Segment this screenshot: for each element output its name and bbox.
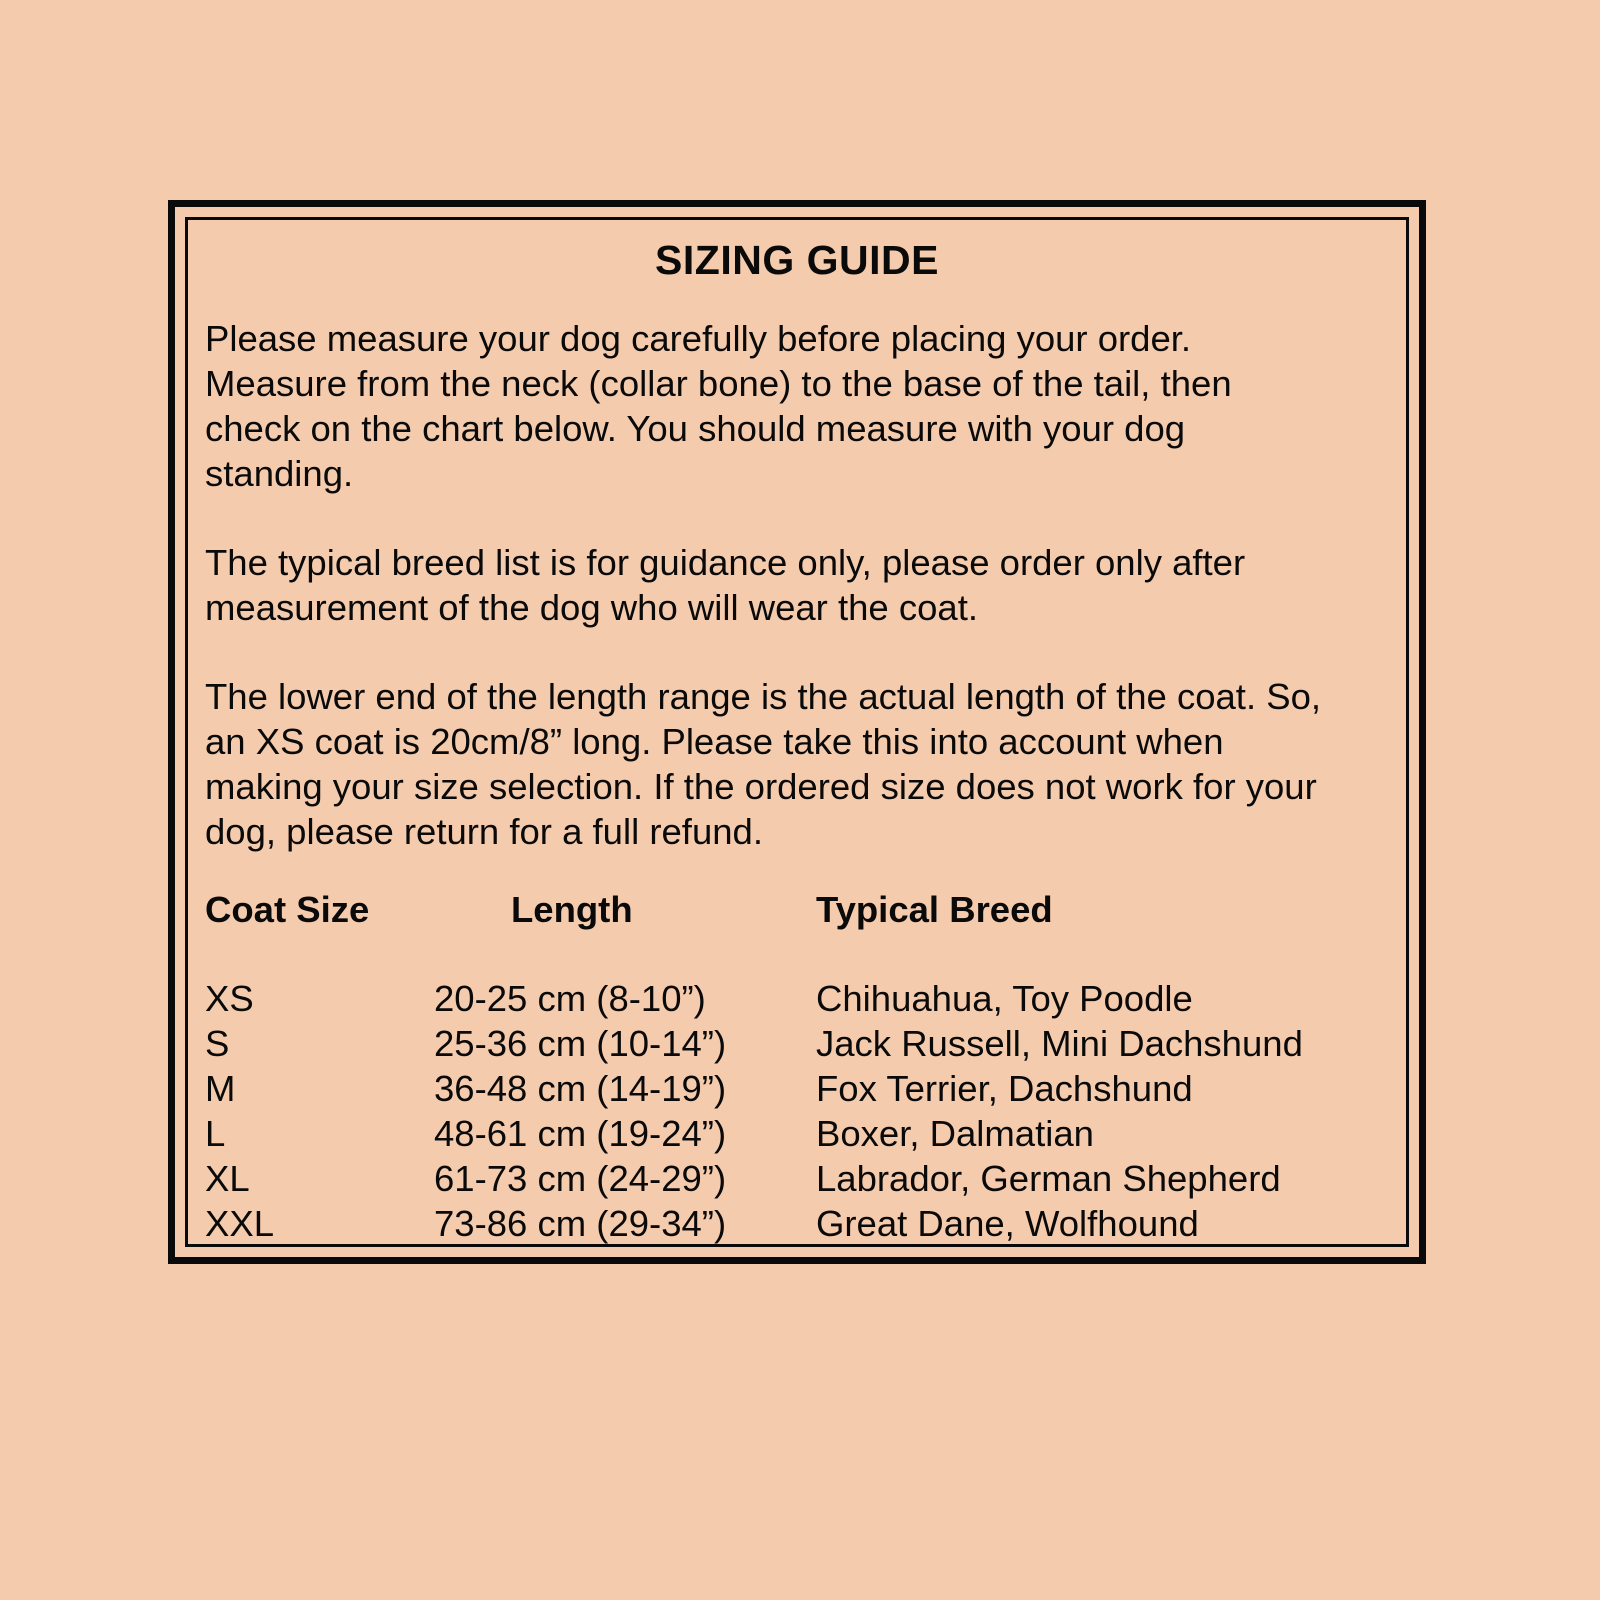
cell-length: 20-25 cm (8-10”) [434, 978, 706, 1019]
table-row [188, 1021, 1406, 1066]
cell-length: 61-73 cm (24-29”) [434, 1158, 727, 1199]
header-coat-size: Coat Size [205, 889, 370, 930]
table-row [188, 1066, 1406, 1111]
cell-coat-size: XL [205, 1158, 250, 1199]
cell-length: 73-86 cm (29-34”) [434, 1203, 727, 1244]
cell-typical-breed: Boxer, Dalmatian [816, 1113, 1094, 1154]
cell-typical-breed: Jack Russell, Mini Dachshund [816, 1023, 1303, 1064]
cell-length: 36-48 cm (14-19”) [434, 1068, 727, 1109]
cell-typical-breed: Labrador, German Shepherd [816, 1158, 1281, 1199]
cell-coat-size: XS [205, 978, 254, 1019]
cell-typical-breed: Fox Terrier, Dachshund [816, 1068, 1193, 1109]
cell-coat-size: XXL [205, 1203, 274, 1244]
cell-coat-size: S [205, 1023, 230, 1064]
table-row [188, 1156, 1406, 1201]
cell-typical-breed: Great Dane, Wolfhound [816, 1203, 1199, 1244]
coat-length-note: The lower end of the length range is the actual length of the coat. So, an XS coat is 20cm/8” long. Please take this into account when making your size selection. If the ordered size does not work for your dog, please return for a full refund. [205, 676, 1322, 852]
table-row [188, 1111, 1406, 1156]
page-title: SIZING GUIDE [655, 237, 939, 283]
header-length: Length [511, 889, 633, 930]
cell-typical-breed: Chihuahua, Toy Poodle [816, 978, 1193, 1019]
size-table-header [188, 887, 1406, 932]
cell-length: 25-36 cm (10-14”) [434, 1023, 727, 1064]
measuring-instructions: Please measure your dog carefully before placing your order. Measure from the neck (collar bone) to the base of the tail, then check on the chart below. You should measure with your dog standing. [205, 318, 1232, 494]
header-typical-breed: Typical Breed [816, 889, 1053, 930]
table-row [188, 976, 1406, 1021]
cell-length: 48-61 cm (19-24”) [434, 1113, 727, 1154]
cell-coat-size: M [205, 1068, 236, 1109]
cell-coat-size: L [205, 1113, 226, 1154]
sizing-guide-outer-border [168, 200, 1426, 1264]
table-row [188, 1201, 1406, 1246]
sizing-guide-panel [185, 217, 1409, 1247]
breed-guidance-note: The typical breed list is for guidance only, please order only after measurement of the dog who will wear the coat. [205, 542, 1246, 628]
